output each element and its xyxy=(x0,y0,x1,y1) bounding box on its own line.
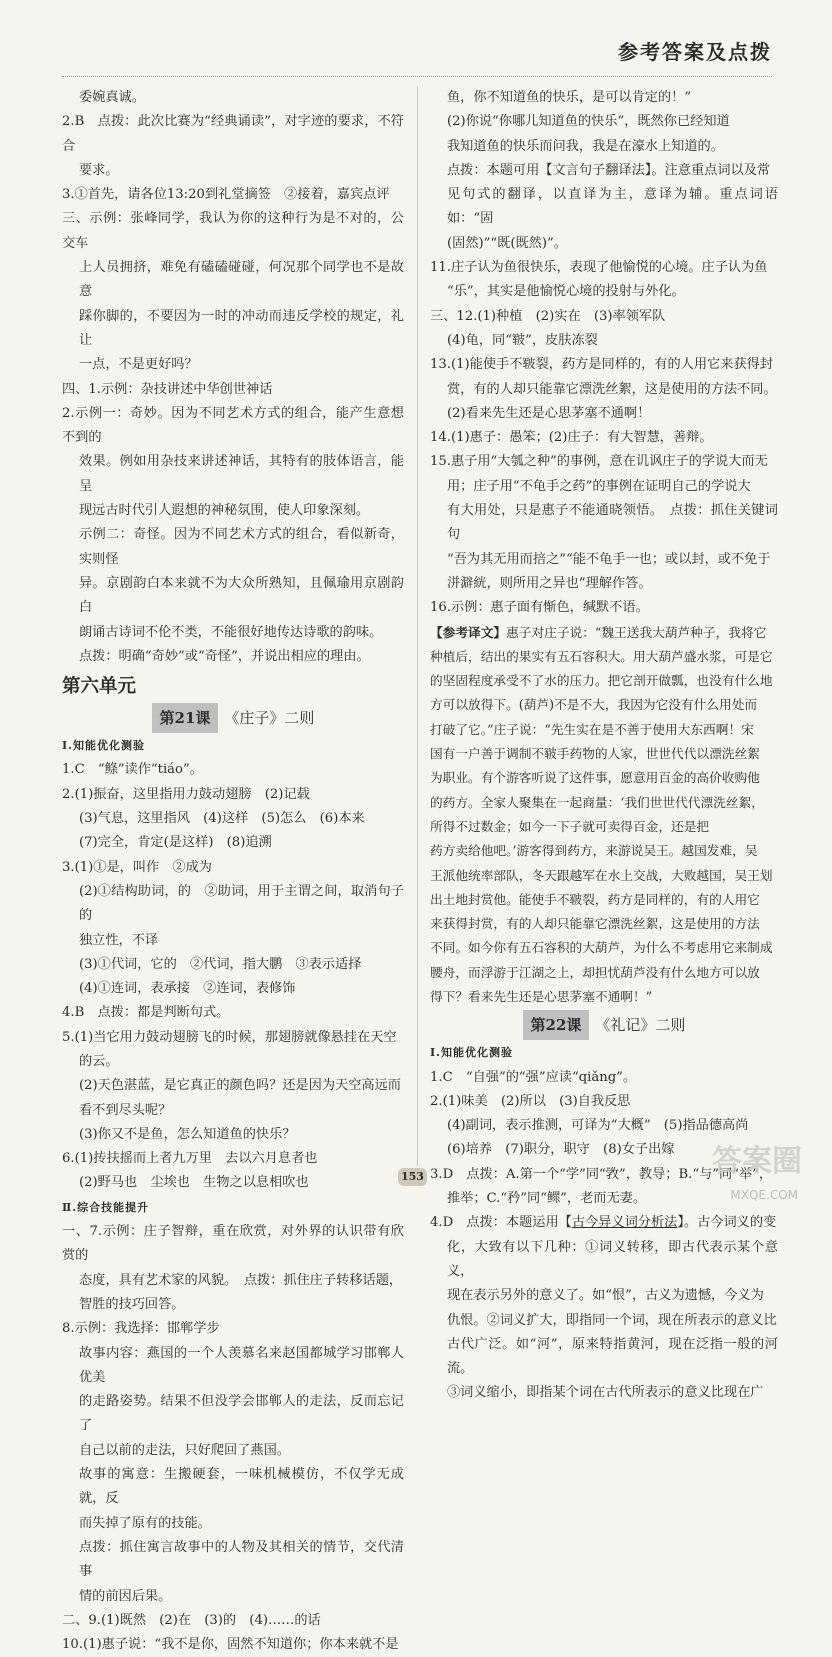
translation-line: 所得不过数金；如今一下子就可卖得百金，还是把 xyxy=(430,818,710,834)
answer-line: 洴澼絖，则所用之异也”理解作答。 xyxy=(447,575,652,591)
answer-line: 2.(1)振奋，这里指用力鼓动翅膀 (2)记载 xyxy=(62,786,310,802)
answer-line: 态度，具有艺术家的风貌。 点拨：抓住庄子转移话题， xyxy=(79,1272,403,1288)
lesson-title: 《礼记》二则 xyxy=(595,1016,686,1035)
translation-line: 的药方。全家人聚集在一起商量：‘我们世世代代漂洗丝絮， xyxy=(430,794,764,810)
answer-line: “吾为其无用而掊之”“能不龟手一也；或以封，或不免于 xyxy=(447,551,771,567)
answer-text: 4.D 点拨：本题运用【 xyxy=(430,1215,572,1231)
answer-line: 15.惠子用“大瓠之种”的事例，意在讥讽庄子的学说大而无 xyxy=(430,454,768,470)
answer-line: 看不到尽头呢？ xyxy=(79,1102,172,1118)
answer-line: (4)副词，表示推测，可译为“大概” (5)指品德高尚 xyxy=(447,1118,749,1134)
lesson-number: 第21课 xyxy=(152,703,219,733)
answer-line: 16.示例：惠子面有惭色，缄默不语。 xyxy=(430,600,649,616)
answer-line: 情的前因后果。 xyxy=(79,1588,172,1604)
translation-line: 腰舟，而浮游于江湖之上，却担忧葫芦没有什么地方可以放 xyxy=(430,964,760,980)
answer-line: 的云。 xyxy=(79,1053,119,1069)
section-heading: Ⅱ.综合技能提升 xyxy=(62,1200,150,1214)
answer-line: 用；庄子用“不龟手之药”的事例在证明自己的学说大 xyxy=(447,478,751,494)
lesson-number: 第22课 xyxy=(523,1010,590,1040)
answer-line: (2)野马也 尘埃也 生物之以息相吹也 xyxy=(79,1175,309,1191)
answer-line: 故事内容：燕国的一个人羡慕名来赵国都城学习邯郸人优美 xyxy=(79,1345,404,1385)
answer-line: 我知道鱼的快乐而问我，我是在濠水上知道的。 xyxy=(447,138,724,154)
answer-line: 点拨：抓住寓言故事中的人物及其相关的情节，交代清事 xyxy=(79,1539,404,1580)
answer-line: (4)①连词，表承接 ②连词，表修饰 xyxy=(79,981,296,997)
answer-line: 14.(1)惠子：愚笨；(2)庄子：有大智慧，善辩。 xyxy=(430,430,713,446)
answer-line: 见句式的翻译，以直译为主，意译为辅。重点词语如：“固 xyxy=(447,187,778,227)
translation-line: 为职业。有个游客听说了这件事，愿意用百金的高价收购他 xyxy=(430,770,760,786)
method-term: 古今异义词分析法 xyxy=(571,1215,678,1231)
answer-line: (3)①代词，它的 ②代词，指大鹏 ③表示适择 xyxy=(79,956,362,972)
translation-line: 打破了它。”庄子说：“先生实在是不善于使用大东西啊！宋 xyxy=(430,721,754,737)
answer-line: (4)龟，同“皲”，皮肤冻裂 xyxy=(447,332,598,348)
watermark-url: MXQE.COM xyxy=(730,1188,798,1202)
translation-line: 方可以放得下。(葫芦)不是不大，我因为它没有什么用处而 xyxy=(430,697,758,713)
section-heading: Ⅰ.知能优化测验 xyxy=(62,739,145,753)
translation-line: 不同。如今你有五石容积的大葫芦，为什么不考虑用它来制成 xyxy=(430,940,773,956)
answer-line: 点拨：本题可用【文言句子翻译法】。注意重点词以及常 xyxy=(447,162,771,178)
translation-line: 出土地封赏他。能使手不皲裂，药方是同样的，有的人用它 xyxy=(430,891,760,907)
answer-line: (固然)”“既(既然)”。 xyxy=(447,235,567,251)
answer-line: (2)天色湛蓝，是它真正的颜色吗？还是因为天空高远而 xyxy=(79,1078,401,1094)
answer-line: 古代广泛。如“河”，原来特指黄河，现在泛指一般的河流。 xyxy=(447,1336,778,1377)
section-heading: Ⅰ.知能优化测验 xyxy=(430,1046,513,1060)
answer-line: 而失掉了原有的技能。 xyxy=(79,1515,211,1531)
answer-line: 5.(1)当它用力鼓动翅膀飞的时候，那翅膀就像悬挂在天空 xyxy=(62,1029,397,1045)
answer-line: 赏，有的人却只能靠它漂洗丝絮，这是使用的方法不同。 xyxy=(447,381,777,397)
answer-line: (7)完全，肯定(是这样) (8)追溯 xyxy=(79,835,272,851)
answer-line: (2)看来先生还是心思茅塞不通啊！ xyxy=(447,405,651,421)
translation-text: 惠子对庄子说：“魏王送我大葫芦种子，我将它 xyxy=(506,624,767,640)
lesson-22-heading xyxy=(430,1010,778,1040)
answer-line: 上人员拥挤，难免有磕磕碰碰，何况那个同学也不是故意 xyxy=(79,260,404,300)
answer-line: 现在表示另外的意义了。如“恨”，古义为遗憾，今义为 xyxy=(447,1288,764,1304)
answer-line: (3)气息，这里指风 (4)这样 (5)怎么 (6)本来 xyxy=(79,811,365,827)
answer-line: 化，大致有以下几种：①词义转移，即古代表示某个意义， xyxy=(447,1239,778,1279)
answer-line: 1.C “鲦”读作“tiáo”。 xyxy=(62,762,203,778)
answer-line: 故事的寓意：生搬硬套，一味机械模仿，不仅学无成就，反 xyxy=(79,1467,404,1507)
answer-line: 3.D 点拨：A.第一个“学”同“敩”，教导；B.“与”同“举”， xyxy=(430,1166,773,1182)
page-number: 153 xyxy=(398,1168,427,1186)
answer-text: 】。古今词义的变 xyxy=(677,1215,777,1231)
answer-line: 8.示例：我选择：邯郸学步 xyxy=(62,1321,220,1337)
translation-line xyxy=(430,621,778,645)
answer-line xyxy=(430,1211,778,1235)
page-header: 参考答案及点拨 xyxy=(618,40,772,64)
answer-line: 有大用处，只是惠子不能通晓领悟。 点拨：抓住关键词句 xyxy=(447,503,778,543)
answer-line: 3.①首先，请各位13:20到礼堂摘签 ②接着，嘉宾点评 xyxy=(62,187,390,203)
answer-line: 10.(1)惠子说：“我不是你，固然不知道你；你本来就不是 xyxy=(62,1637,399,1653)
answer-line: 仇恨。②词义扩大，即指同一个词，现在所表示的意义比 xyxy=(447,1312,777,1328)
answer-line: 四、1.示例：杂技讲述中华创世神话 xyxy=(62,381,273,397)
answer-line: 三、示例：张峰同学，我认为你的这种行为是不对的，公交车 xyxy=(62,211,404,251)
answer-line: 智胜的技巧回答。 xyxy=(79,1296,185,1312)
answer-line: 2.示例一：奇妙。因为不同艺术方式的组合，能产生意想不到的 xyxy=(62,405,404,446)
answer-line: 推举；C.“矜”同“鳏”，老而无妻。 xyxy=(447,1191,647,1207)
answer-line: 示例二：奇怪。因为不同艺术方式的组合，看似新奇，实则怪 xyxy=(79,527,404,567)
answer-line: 的走路姿势。结果不但没学会邯郸人的走法，反而忘记了 xyxy=(79,1394,404,1434)
answer-line: 效果。例如用杂技来讲述神话，其特有的肢体语言，能呈 xyxy=(79,454,404,494)
right-column xyxy=(430,86,778,1406)
answer-line: 朗诵古诗词不伦不类，不能很好地传达诗歌的韵味。 xyxy=(79,624,383,640)
lesson-21-heading xyxy=(62,703,404,733)
unit-title: 第六单元 xyxy=(62,676,137,698)
answer-line: 现远古时代引人遐想的神秘氛围，使人印象深刻。 xyxy=(79,503,370,519)
column-divider xyxy=(417,86,418,1166)
answer-line: 2.(1)味美 (2)所以 (3)自我反思 xyxy=(430,1093,631,1109)
translation-line: 药方卖给他吧。’游客得到药方，来游说吴王。越国发难，吴 xyxy=(430,843,758,859)
answer-line: 委婉真诚。 xyxy=(79,90,145,105)
answer-line: (2)①结构助词，的 ②助词，用于主谓之间，取消句子的 xyxy=(79,883,404,924)
answer-line: 异。京剧韵白本来就不为大众所熟知，且佩瑜用京剧韵白 xyxy=(79,575,404,616)
answer-line: (3)你又不是鱼，怎么知道鱼的快乐？ xyxy=(79,1126,296,1142)
translation-line: 王派他统率部队，冬天跟越军在水上交战，大败越国，吴王划 xyxy=(430,867,773,883)
header-rule xyxy=(62,76,772,77)
answer-line: “乐”，其实是他愉悦心境的投射与外化。 xyxy=(447,284,685,300)
answer-line: 3.(1)①是，叫作 ②成为 xyxy=(62,859,212,875)
answer-line: 1.C “自强”的“强”应读“qiǎng”。 xyxy=(430,1069,637,1085)
left-column xyxy=(62,86,404,1657)
translation-line: 种植后，结出的果实有五石容积大。用大葫芦盛水浆，可是它 xyxy=(430,648,773,664)
answer-line: 4.B 点拨：都是判断句式。 xyxy=(62,1005,230,1021)
answer-line: 独立性，不译 xyxy=(79,932,159,948)
translation-line: 来获得封赏，有的人却只能靠它漂洗丝絮，这是使用的方法 xyxy=(430,916,760,932)
answer-line: 踩你脚的，不要因为一时的冲动而违反学校的规定，礼让 xyxy=(79,308,404,348)
answer-line: 一、7.示例：庄子智辩，重在欣赏，对外界的认识带有欣赏的 xyxy=(62,1224,404,1264)
translation-label: 【参考译文】 xyxy=(430,624,507,640)
answer-line: 2.B 点拨：此次比赛为“经典诵读”，对字迹的要求，不符合 xyxy=(62,114,404,154)
answer-line: 鱼，你不知道鱼的快乐，是可以肯定的！” xyxy=(447,90,692,105)
answer-line: 11.庄子认为鱼很快乐，表现了他愉悦的心境。庄子认为鱼 xyxy=(430,260,768,276)
answer-line: (6)培养 (7)职分，职守 (8)女子出嫁 xyxy=(447,1142,675,1158)
answer-line: 13.(1)能使手不皲裂，药方是同样的，有的人用它来获得封 xyxy=(430,357,773,373)
answer-line: 一点，不是更好吗？ xyxy=(79,357,198,373)
answer-line: ③词义缩小，即指某个词在古代所表示的意义比现在广 xyxy=(447,1385,764,1401)
translation-line: 国有一户善于调制不皲手药物的人家，世世代代以漂洗丝絮 xyxy=(430,746,760,762)
translation-line: 的坚固程度承受不了水的压力。把它剖开做瓢，也没有什么地 xyxy=(430,673,773,689)
translation-line: 得下？看来先生还是心思茅塞不通啊！” xyxy=(430,988,653,1004)
answer-line: 点拨：明确“奇妙”或“奇怪”，并说出相应的理由。 xyxy=(79,648,370,664)
answer-line: (2)你说“你哪儿知道鱼的快乐”，既然你已经知道 xyxy=(447,114,730,130)
watermark-logo: 答案圈 xyxy=(712,1144,802,1179)
answer-line: 要求。 xyxy=(79,162,119,178)
answer-line: 自己以前的走法，只好爬回了燕国。 xyxy=(79,1442,290,1458)
answer-line: 6.(1)抟扶摇而上者九万里 去以六月息者也 xyxy=(62,1151,318,1167)
answer-line: 二、9.(1)既然 (2)在 (3)的 (4)……的话 xyxy=(62,1612,321,1628)
answer-line: 三、12.(1)种植 (2)实在 (3)率领军队 xyxy=(430,308,666,324)
lesson-title: 《庄子》二则 xyxy=(224,709,315,728)
